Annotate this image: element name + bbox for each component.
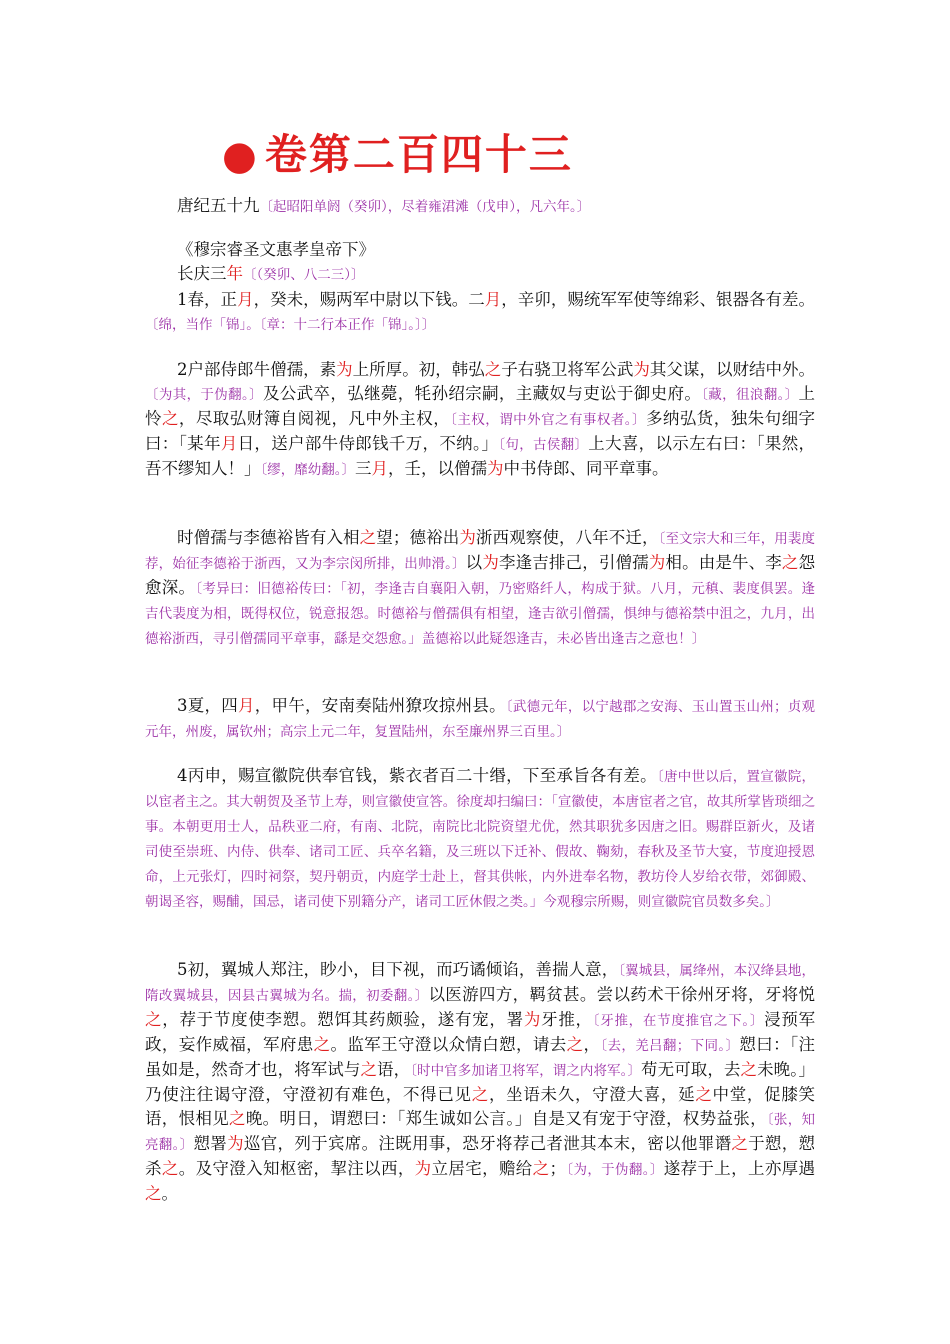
body-text: ，癸未，赐两军中尉以下钱。二 xyxy=(253,290,485,309)
body-text: 上大喜，以示左右曰：「果然，吾不缪知人！」 xyxy=(145,434,816,478)
highlight-char: 之 xyxy=(360,1060,378,1079)
intro-text: 唐纪五十九 xyxy=(177,196,260,215)
highlight-char: 为 xyxy=(227,1134,244,1153)
bullet-icon: ● xyxy=(222,132,259,179)
highlight-char: 之 xyxy=(471,1085,489,1104)
paragraph-2 xyxy=(145,358,815,482)
body-text: 2户部侍郎牛僧孺，素 xyxy=(177,360,337,379)
year-note: 〔（癸卯、八二三）〕 xyxy=(243,267,365,283)
highlight-char: 为 xyxy=(336,360,353,379)
body-text: 时僧孺与李德裕皆有入相 xyxy=(177,528,360,547)
body-text: 其父谋，以财结中外。 xyxy=(649,360,816,379)
body-text: ，辛卯，赐统军军使等绵彩、银器各有差。 xyxy=(501,290,816,309)
body-text: 。及守澄入知枢密，挈注以西， xyxy=(178,1159,415,1178)
body-text: 以医游四方，羁贫甚。尝以药术干徐州牙将，牙将悦 xyxy=(428,985,816,1004)
annotation-note: 〔为，于伪翻。〕 xyxy=(566,1162,664,1178)
body-text: ； xyxy=(549,1159,567,1178)
chapter-title xyxy=(222,122,573,182)
body-text: 愬署 xyxy=(193,1134,228,1153)
body-text: 中书侍郎、同平章事。 xyxy=(503,459,669,478)
body-text: ，壬，以僧孺 xyxy=(388,459,487,478)
highlight-char: 之 xyxy=(313,1035,331,1054)
highlight-char: 之 xyxy=(731,1134,749,1153)
body-text: ，尽取弘财簿自阅视，凡中外主权， xyxy=(178,409,451,428)
highlight-char: 之 xyxy=(740,1060,758,1079)
highlight-char: 之 xyxy=(359,528,377,547)
highlight-char: 为 xyxy=(487,459,504,478)
annotation-note: 〔句，古侯翻〕 xyxy=(498,437,589,453)
annotation-note: 〔绵，当作「锦」。〔章：十二行本正作「锦」。〕〕 xyxy=(145,317,436,333)
annotation-note: 〔考异曰：旧德裕传曰：「初，李逢吉自襄阳入朝，乃密赂纤人，构成于狱。八月，元稹、裴度俱罢。逢吉代裴度为相，既得权位，锐意报怨。时德裕与僧孺俱有相望，逢吉欲引僧孺，惧绅与德裕禁中沮之，九月，出德裕浙西，寻引僧孺同平章事，繇是交怨愈。」盖德裕以此疑怨逢吉，未必皆出逢吉之意也！〕 xyxy=(145,581,815,647)
highlight-char: 月 xyxy=(237,290,254,309)
highlight-char: 之 xyxy=(695,1085,713,1104)
highlight-char: 月 xyxy=(220,434,238,453)
body-text: 上所厚。初，韩弘 xyxy=(352,360,485,379)
body-text: 于愬，愬杀 xyxy=(145,1134,816,1178)
highlight-char: 之 xyxy=(532,1159,550,1178)
highlight-char: 为 xyxy=(459,528,476,547)
body-text: 5初，翼城人郑注，眇小，目下视，而巧谲倾谄，善揣人意， xyxy=(177,960,619,979)
body-text: ，坐语未久，守澄大喜，延 xyxy=(488,1085,696,1104)
body-text: 立居宅，赡给 xyxy=(431,1159,533,1178)
body-text: ，荐于节度使李愬。愬饵其药颇验，遂有宠，署 xyxy=(162,1010,524,1029)
highlight-char: 为 xyxy=(648,553,666,572)
body-text: 多纳弘货，独朱句细字曰：「某年 xyxy=(145,409,816,453)
intro-note: 〔起昭阳单阏（癸卯），尽着雍涒滩（戊申），凡六年。〕 xyxy=(259,199,591,215)
annotation-note: 〔主权，谓中外官之有事权者。〕 xyxy=(450,412,646,428)
body-text: 浙西观察使，八年不迁， xyxy=(475,528,659,547)
annotation-note: 〔牙推，在节度推官之下。〕 xyxy=(592,1013,765,1029)
highlight-char: 为 xyxy=(482,553,499,572)
annotation-note: 〔为其，于伪翻。〕 xyxy=(145,387,263,403)
highlight-char: 为 xyxy=(414,1159,432,1178)
highlight-char: 之 xyxy=(161,409,179,428)
body-text: 怨愈深。 xyxy=(145,553,816,597)
annotation-note: 〔至文宗大和三年，用裴度荐，始征李德裕于浙西，又为李宗闵所排，出帅滑。〕 xyxy=(145,531,816,572)
chapter-title-text: 卷第二百四十三 xyxy=(264,130,573,179)
body-text: 。 xyxy=(161,1184,178,1203)
paragraph-1 xyxy=(145,288,815,337)
body-text: 三 xyxy=(355,459,372,478)
body-text: ， xyxy=(583,1035,601,1054)
body-text: 浸预军政，妄作威福，军府患 xyxy=(145,1010,816,1054)
paragraph-5 xyxy=(145,764,815,914)
body-text: 遂荐于上，上亦厚遇 xyxy=(663,1159,816,1178)
body-text: 愬曰：「注虽如是，然奇才也，将军试与 xyxy=(145,1035,816,1079)
highlight-char: 为 xyxy=(633,360,650,379)
highlight-char: 之 xyxy=(145,1010,163,1029)
paragraph-6 xyxy=(145,958,815,1206)
body-text: 3夏，四 xyxy=(177,696,238,715)
highlight-char: 月 xyxy=(237,696,255,715)
annotation-note: 〔缪，靡幼翻。〕 xyxy=(260,462,355,478)
annotation-note: 〔武德元年，以宁越郡之安海、玉山置玉山州；贞观元年，州废，属钦州；高宗上元二年，复置陆州，东至廉州界三百里。〕 xyxy=(145,699,816,740)
body-text: 苟无可取，去 xyxy=(641,1060,741,1079)
highlight-char: 之 xyxy=(484,360,502,379)
annotation-note: 〔张，知亮翻。〕 xyxy=(145,1112,816,1153)
body-text: 以 xyxy=(465,553,483,572)
year-text: 长庆三 xyxy=(177,264,227,283)
paragraph-4 xyxy=(145,694,815,744)
highlight-char: 之 xyxy=(145,1184,162,1203)
highlight-char: 之 xyxy=(566,1035,584,1054)
body-text: 日，送户部牛侍郎钱千万，不纳。」 xyxy=(237,434,499,453)
annotation-note: 〔时中官多加诸卫将军，谓之内将军。〕 xyxy=(410,1063,642,1079)
body-text: 相。由是牛、李 xyxy=(665,553,782,572)
body-text: 。监军王守澄以众情白愬，请去 xyxy=(330,1035,567,1054)
intro-line xyxy=(177,194,590,219)
highlight-char: 为 xyxy=(523,1010,542,1029)
body-text: 上怜 xyxy=(145,384,816,428)
highlight-char: 月 xyxy=(371,459,388,478)
body-text: 中堂，促膝笑语，恨相见 xyxy=(145,1085,816,1128)
body-text: 巡官，列于宾席。注既用事，恐牙将荐己者泄其本末，密以他罪谮 xyxy=(243,1134,732,1153)
body-text: 晚。明日，谓愬曰：「郑生诚如公言。」自是又有宠于守澄，权势益张， xyxy=(245,1109,767,1128)
annotation-note: 〔去，羌吕翻；下同。〕 xyxy=(600,1038,740,1054)
body-text: 子右骁卫将军公武 xyxy=(501,360,634,379)
year-line xyxy=(177,262,365,287)
annotation-note: 〔唐中世以后，置宣徽院，以宦者主之。其大朝贺及圣节上寿，则宣徽使宣答。徐度却扫编曰：「宣徽使，本唐宦者之官，故其所掌皆琐细之事。本朝更用士人，品秩亚二府，有南、北院，南院比北院资望尤优，然其职犹多因唐之旧。赐群臣新火，及诸司使至崇班、内侍、供奉、诸司工匠、兵卒名籍，及三班以下迁补、假故、鞠劾，春秋及圣节大宴，节度迎授恩命，上元张灯，四时祠祭，契丹朝贡，内庭学士赴上，督其供帐，内外进奉名物，教坊伶人岁给衣带，郊御殿、朝谒圣容，赐酺，国忌，诸司使下别籍分产，诸司工匠休假之类。」今观穆宗所赐，则宣徽院官员数多矣。〕 xyxy=(145,769,816,910)
year-red: 年 xyxy=(226,264,243,283)
body-text: 未晚。」乃使注往谒守澄，守澄初有难色，不得已见 xyxy=(145,1060,816,1104)
paragraph-3 xyxy=(145,526,815,651)
body-text: 牙推， xyxy=(541,1010,593,1029)
body-text: 1春，正 xyxy=(177,290,238,309)
highlight-char: 月 xyxy=(484,290,502,309)
body-text: ，甲午，安南奏陆州獠攻掠州县。 xyxy=(254,696,506,715)
highlight-char: 之 xyxy=(229,1109,246,1128)
highlight-char: 之 xyxy=(781,553,799,572)
body-text: 李逢吉排己，引僧孺 xyxy=(498,553,649,572)
annotation-note: 〔藏，徂浪翻。〕 xyxy=(701,387,799,403)
annotation-note: 〔翼城县，属绛州，本汉绛县地，隋改翼城县，因县古翼城为名。揣，初委翻。〕 xyxy=(145,963,816,1004)
emperor-heading: 《穆宗睿圣文惠孝皇帝下》 xyxy=(177,240,375,259)
body-text: 望；德裕出 xyxy=(376,528,460,547)
body-text: 语， xyxy=(377,1060,411,1079)
highlight-char: 之 xyxy=(161,1159,179,1178)
body-text: 4丙申，赐宣徽院供奉官钱，紫衣者百二十缗，下至承旨各有差。 xyxy=(177,766,657,785)
body-text: 及公武卒，弘继薨，牦孙绍宗嗣，主藏奴与吏讼于御史府。 xyxy=(262,384,702,403)
